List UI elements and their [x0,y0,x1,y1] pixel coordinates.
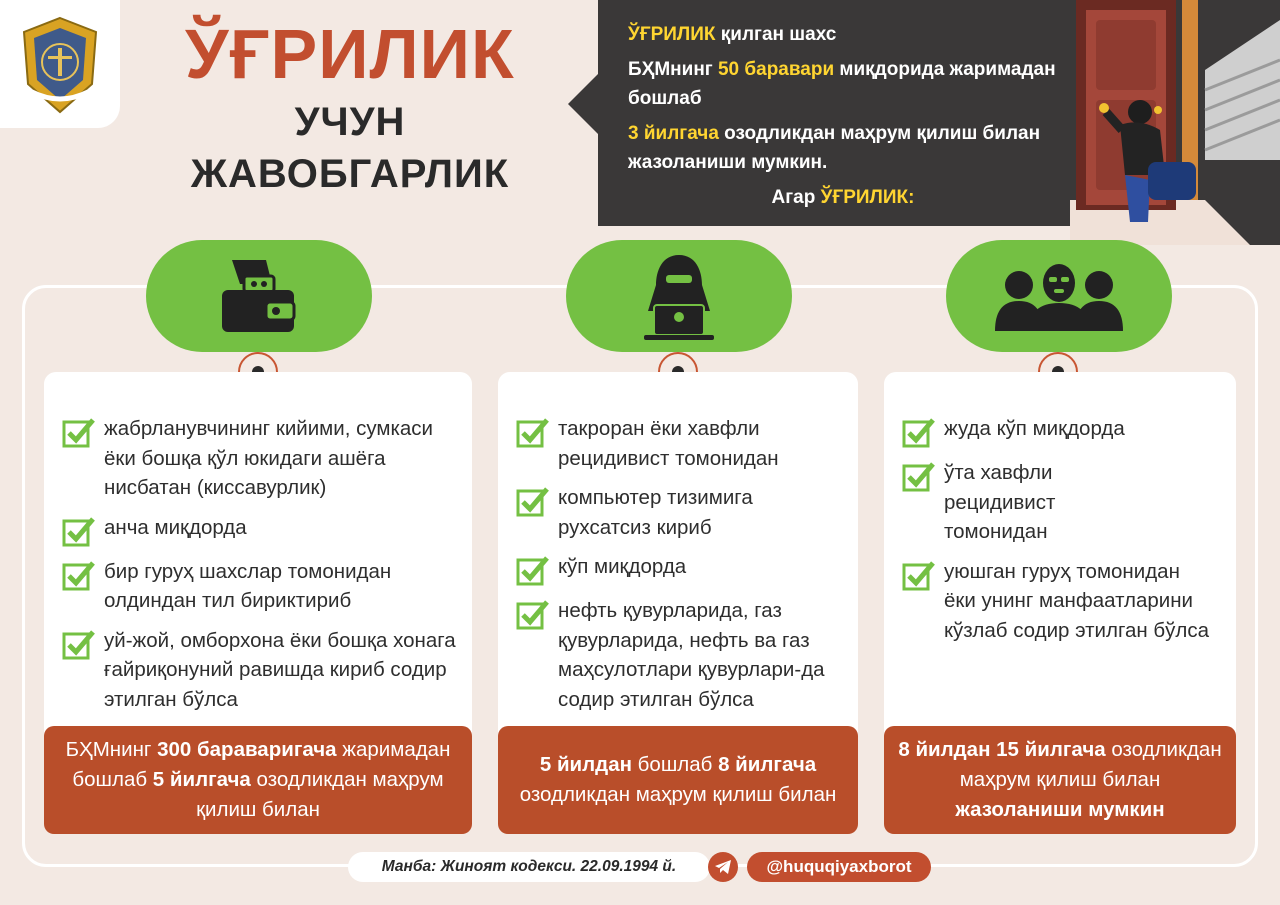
page-title: ЎҒРИЛИК [185,15,515,93]
title-block [130,12,570,200]
checkbox-check-icon [516,416,550,448]
checkbox-check-icon [902,416,936,448]
checkbox-check-icon [902,460,936,492]
checkbox-check-icon [902,559,936,591]
checkbox-check-icon [516,554,550,586]
intro-line-1: ЎҒРИЛИК қилган шахс [628,24,837,45]
list-item: анча миқдорда [62,513,462,547]
checkbox-check-icon [516,485,550,517]
list-item: уюшган гуруҳ томонидан ёки унинг манфаатларини кўзлаб содир этилган бўлса [902,557,1226,646]
checkbox-check-icon [516,598,550,630]
column-1-penalty: БҲМнинг 300 бараваригача жаримадан бошлаб 5 йилгача озодликдан маҳрум қилиш билан [44,726,472,834]
telegram-link[interactable] [708,852,738,882]
thief-door-illustration [1070,0,1280,245]
column-1-icon-pill [146,240,372,352]
list-item: жуда кўп миқдорда [902,414,1226,448]
list-item: такроран ёки хавфли рецидивист томонидан [516,414,848,473]
checkbox-check-icon [62,559,96,591]
column-1-card [44,372,472,834]
source-citation: Манба: Жиноят кодекси. 22.09.1994 й. [348,852,710,882]
intro-line-4: Агар ЎҒРИЛИК: [771,187,915,208]
column-3-card [884,372,1236,834]
intro-line-3: 3 йилгача озодликдан маҳрум қилиш билан жазоланиши мумкин. [628,123,1041,173]
list-item: жабрланувчининг кийими, сумкаси ёки бошқа қўл юкидаги ашёга нисбатан (киссавурлик) [62,414,462,503]
column-3-list [902,414,1226,655]
wallet-hand-icon [214,256,304,336]
telegram-icon [714,859,732,875]
intro-line-2: БҲМнинг 50 баравари миқдорида жаримадан бошлаб [628,59,1056,109]
emblem-icon [18,14,102,114]
column-2-list [516,414,848,724]
checkbox-check-icon [62,515,96,547]
column-2-card [498,372,858,834]
title-line-2: УЧУН [294,100,406,144]
list-item: компьютер тизимига рухсатсиз кириб [516,483,848,542]
list-item: нефть қувурларида, газ қувурларида, нефть ва газ маҳсулотлари қувурлари-да содир этилган бўлса [516,596,848,714]
list-item: ўта хавфли рецидивист томонидан [902,458,1226,547]
checkbox-check-icon [62,416,96,448]
list-item: бир гуруҳ шахслар томонидан олдиндан тил бириктириб [62,557,462,616]
hacker-laptop-icon [634,251,724,341]
title-line-3: ЖАВОБГАРЛИК [190,152,510,196]
list-item: уй-жой, омборхона ёки бошқа хонага ғайриқонуний равишда кириб содир этилган бўлса [62,626,462,715]
column-1-list [62,414,462,724]
logo-box [0,0,120,128]
list-item: кўп миқдорда [516,552,848,586]
column-2-penalty: 5 йилдан бошлаб 8 йилгача озодликдан маҳрум қилиш билан [498,726,858,834]
column-3-icon-pill [946,240,1172,352]
column-3-penalty: 8 йилдан 15 йилгача озодликдан маҳрум қилиш билан жазоланиши мумкин [884,726,1236,834]
intro-text [628,20,1058,218]
checkbox-check-icon [62,628,96,660]
masked-group-icon [989,261,1129,331]
intro-panel-pointer [568,72,600,136]
column-2-icon-pill [566,240,792,352]
channel-handle-link[interactable]: @huquqiyaxborot [747,852,931,882]
